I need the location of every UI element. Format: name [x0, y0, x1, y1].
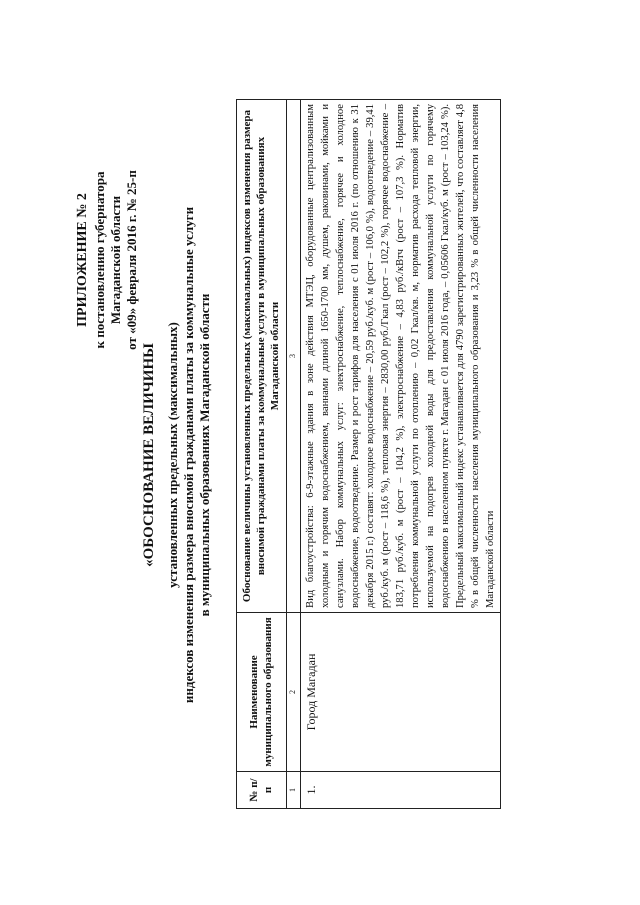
column-number-3: 3: [287, 100, 301, 613]
approval-block: [74, 120, 140, 400]
approval-line-3: от «09» февраля 2016 г. № 25-п: [124, 170, 139, 350]
title-main: «ОБОСНОВАНИЕ ВЕЛИЧИНЫ: [141, 343, 157, 567]
column-number-2: 2: [287, 613, 301, 772]
approval-line-1: к постановлению губернатора: [91, 171, 107, 349]
municipality-name: Город Магадан: [301, 613, 501, 772]
justification-text: Вид благоустройства: 6-9-этажные здания в зоне действия МТЭЦ, оборудованные централизованным холодным и горячим водоснабжением, ваннами длиной 1650-1700 мм, душем, раковинами, мойками и санузлами. Набор коммунальных услуг: электроснабжение, теплоснабжение, горячее и холодное водоснабжение, водоотведение. Размер и рост тарифов для населения с 01 июля 2016 г. (по отношению к 31 декабря 2015 г.) составят: холодное водоснабжение – 20,59 руб./куб. м (рост – 106,0 %), водоотведение – 39,41 руб./куб. м (рост – 118,6 %), тепловая энергия – 2830,00 руб./Гкал (рост – 102,2 %), горячее водоснабжение – 183,71 руб./куб. м (рост – 104,2 %), электроснабжение – 4,83 руб./кВтч (рост – 107,3 %). Норматив потребления коммунальной услуги по отоплению – 0,02 Гкал/кв. м, норматив расхода тепловой энергии, используемой на подогрев холодной воды для предоставления коммунальной услуги по горячему водоснабжению в населенном пункте г. Магадан с 01 июля 2016 года, – 0,05606 Гкал/куб. м (рост – 103,24 %). Предельный максимальный индекс устанавливается для 4790 зарегистрированных жителей, что составляет 4,8 % в общей численности населения муниципального образования и 3,23 % в общей численности населения Магаданской области: [301, 100, 501, 613]
document-title: [140, 175, 214, 735]
header-number: № п/п: [237, 772, 287, 809]
title-sub-1: установленных предельных (максимальных): [164, 322, 180, 588]
table-header-row: [237, 100, 287, 809]
justification-table: [236, 99, 501, 809]
approval-line-2: Магаданской области: [107, 195, 123, 325]
header-municipality: Наименование муниципального образования: [237, 613, 287, 772]
column-number-row: [287, 100, 301, 809]
header-justification: Обоснование величины установленных предельных (максимальных) индексов изменения размера вносимой гражданами платы за коммунальные услуги в муниципальных образованиях Магаданской области: [237, 100, 287, 613]
table-row: [301, 100, 501, 809]
appendix-heading: ПРИЛОЖЕНИЕ № 2: [75, 193, 90, 327]
title-sub-2: индексов изменения размера вносимой гражданами платы за коммунальные услуги: [181, 206, 196, 704]
column-number-1: 1: [287, 772, 301, 809]
row-number: 1.: [301, 772, 501, 809]
title-sub-3: в муниципальных образованиях Магаданской области: [197, 293, 213, 617]
